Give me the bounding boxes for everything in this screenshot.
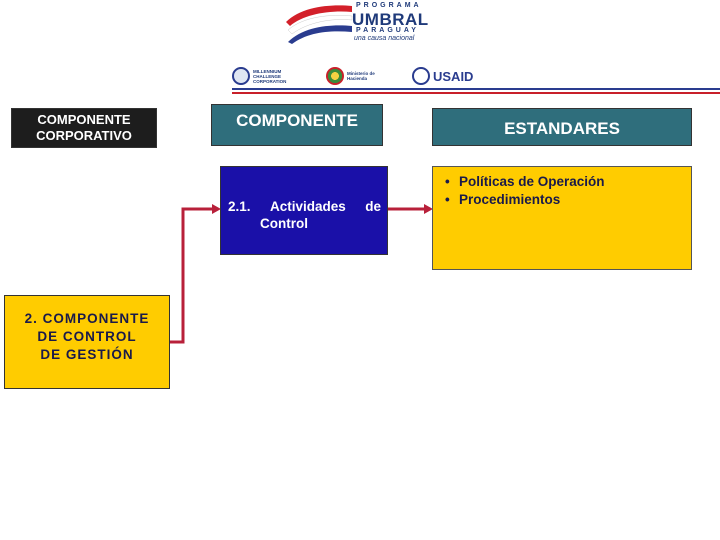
usaid-logo-text: USAID <box>433 68 474 84</box>
actividades-control-box <box>220 166 388 255</box>
logo-paraguay-text: PARAGUAY <box>356 27 419 34</box>
control-line-1: 2. COMPONENTE <box>24 311 150 326</box>
estandares-box <box>432 166 692 270</box>
standards-list <box>445 173 691 209</box>
mcc-logo-text: MILLENNIUM CHALLENGE CORPORATION <box>253 68 287 84</box>
activity-number: 2.1. <box>228 199 251 214</box>
bullet-icon: • <box>445 174 450 189</box>
standards-item-text: Procedimientos <box>459 192 561 207</box>
standards-item-text: Políticas de Operación <box>459 174 605 189</box>
header-componente-label: COMPONENTE <box>236 111 358 130</box>
connector-control-to-activity <box>170 209 212 342</box>
header-corporativo-label: COMPONENTE CORPORATIVO <box>36 112 132 143</box>
logo-umbral-text: UMBRAL <box>352 10 429 29</box>
logo-programa-text: PROGRAMA <box>356 2 422 9</box>
componente-control-gestion-box <box>4 295 170 389</box>
activity-word-actividades: Actividades <box>269 199 346 214</box>
header-estandares-label: ESTANDARES <box>504 118 620 138</box>
list-item <box>445 191 691 209</box>
logo-tagline-text: una causa nacional <box>354 35 415 42</box>
activity-word-de: de <box>365 199 381 214</box>
ministerio-logo-text: Ministerio de Hacienda <box>347 71 375 81</box>
control-line-3: DE GESTIÓN <box>40 347 134 362</box>
control-line-2: DE CONTROL <box>37 329 137 344</box>
bullet-icon: • <box>445 192 450 207</box>
list-item <box>445 173 691 191</box>
activity-word-control: Control <box>260 216 308 231</box>
